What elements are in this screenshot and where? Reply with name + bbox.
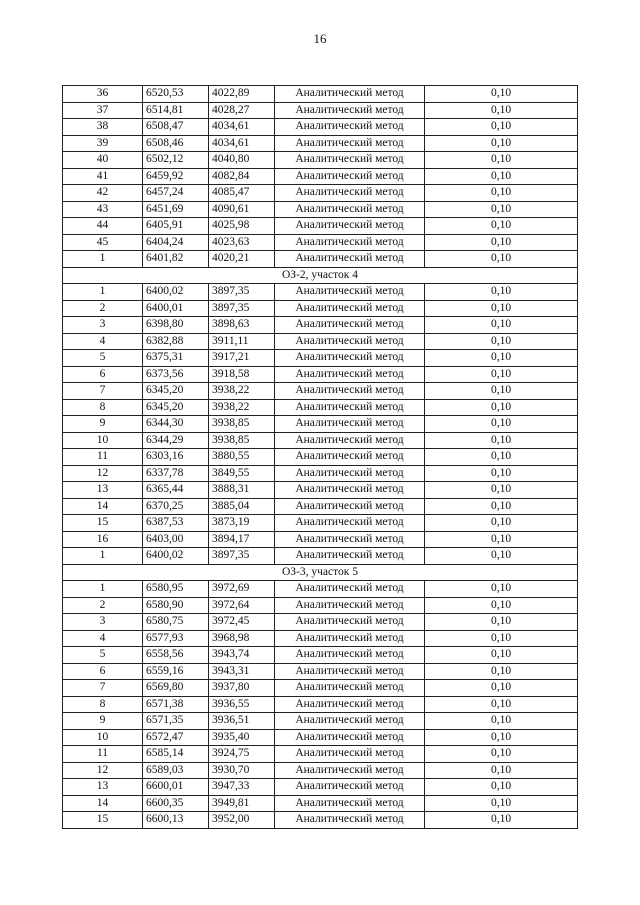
y-coordinate-cell: 4025,98 [209,218,275,235]
table-row [63,333,578,350]
method-cell: Аналитический метод [275,482,425,499]
accuracy-cell: 0,10 [425,86,578,103]
table-row [63,218,578,235]
x-coordinate-cell: 6451,69 [143,201,209,218]
accuracy-cell: 0,10 [425,449,578,466]
accuracy-cell: 0,10 [425,713,578,730]
method-cell: Аналитический метод [275,680,425,697]
y-coordinate-cell: 3849,55 [209,465,275,482]
accuracy-cell: 0,10 [425,581,578,598]
x-coordinate-cell: 6400,01 [143,300,209,317]
table-row [63,102,578,119]
x-coordinate-cell: 6571,38 [143,696,209,713]
method-cell: Аналитический метод [275,663,425,680]
x-coordinate-cell: 6589,03 [143,762,209,779]
x-coordinate-cell: 6600,13 [143,812,209,829]
point-number-cell: 5 [63,647,143,664]
x-coordinate-cell: 6403,00 [143,531,209,548]
point-number-cell: 3 [63,614,143,631]
y-coordinate-cell: 3936,51 [209,713,275,730]
accuracy-cell: 0,10 [425,333,578,350]
method-cell: Аналитический метод [275,399,425,416]
method-cell: Аналитический метод [275,152,425,169]
y-coordinate-cell: 3936,55 [209,696,275,713]
y-coordinate-cell: 3938,22 [209,383,275,400]
section-header-row [63,267,578,284]
method-cell: Аналитический метод [275,614,425,631]
y-coordinate-cell: 3897,35 [209,300,275,317]
x-coordinate-cell: 6508,47 [143,119,209,136]
table-row [63,185,578,202]
point-number-cell: 45 [63,234,143,251]
table-row [63,366,578,383]
point-number-cell: 37 [63,102,143,119]
point-number-cell: 42 [63,185,143,202]
point-number-cell: 1 [63,581,143,598]
point-number-cell: 1 [63,548,143,565]
point-number-cell: 16 [63,531,143,548]
table-row [63,779,578,796]
table-row [63,795,578,812]
point-number-cell: 14 [63,498,143,515]
table-row [63,234,578,251]
point-number-cell: 38 [63,119,143,136]
table-row [63,432,578,449]
accuracy-cell: 0,10 [425,465,578,482]
x-coordinate-cell: 6580,90 [143,597,209,614]
table-row [63,465,578,482]
table-row [63,647,578,664]
method-cell: Аналитический метод [275,234,425,251]
point-number-cell: 43 [63,201,143,218]
method-cell: Аналитический метод [275,647,425,664]
method-cell: Аналитический метод [275,366,425,383]
accuracy-cell: 0,10 [425,383,578,400]
table-row [63,548,578,565]
accuracy-cell: 0,10 [425,680,578,697]
y-coordinate-cell: 3924,75 [209,746,275,763]
section-header-row [63,564,578,581]
x-coordinate-cell: 6600,01 [143,779,209,796]
table-row [63,581,578,598]
accuracy-cell: 0,10 [425,812,578,829]
point-number-cell: 9 [63,416,143,433]
method-cell: Аналитический метод [275,432,425,449]
table-row [63,350,578,367]
y-coordinate-cell: 4023,63 [209,234,275,251]
accuracy-cell: 0,10 [425,350,578,367]
point-number-cell: 44 [63,218,143,235]
table-row [63,168,578,185]
accuracy-cell: 0,10 [425,399,578,416]
table-row [63,729,578,746]
x-coordinate-cell: 6502,12 [143,152,209,169]
x-coordinate-cell: 6558,56 [143,647,209,664]
point-number-cell: 1 [63,284,143,301]
x-coordinate-cell: 6345,20 [143,399,209,416]
table-row [63,86,578,103]
table-row [63,630,578,647]
table-row [63,762,578,779]
method-cell: Аналитический метод [275,185,425,202]
method-cell: Аналитический метод [275,300,425,317]
accuracy-cell: 0,10 [425,218,578,235]
x-coordinate-cell: 6572,47 [143,729,209,746]
y-coordinate-cell: 3937,80 [209,680,275,697]
point-number-cell: 10 [63,432,143,449]
method-cell: Аналитический метод [275,630,425,647]
point-number-cell: 39 [63,135,143,152]
method-cell: Аналитический метод [275,168,425,185]
x-coordinate-cell: 6459,92 [143,168,209,185]
method-cell: Аналитический метод [275,86,425,103]
method-cell: Аналитический метод [275,201,425,218]
accuracy-cell: 0,10 [425,234,578,251]
accuracy-cell: 0,10 [425,762,578,779]
y-coordinate-cell: 3930,70 [209,762,275,779]
x-coordinate-cell: 6569,80 [143,680,209,697]
coordinates-table-body [63,86,578,829]
point-number-cell: 11 [63,746,143,763]
table-row [63,515,578,532]
y-coordinate-cell: 3943,31 [209,663,275,680]
y-coordinate-cell: 3885,04 [209,498,275,515]
table-row [63,284,578,301]
method-cell: Аналитический метод [275,449,425,466]
y-coordinate-cell: 3935,40 [209,729,275,746]
point-number-cell: 14 [63,795,143,812]
point-number-cell: 5 [63,350,143,367]
point-number-cell: 15 [63,515,143,532]
table-row [63,597,578,614]
accuracy-cell: 0,10 [425,135,578,152]
y-coordinate-cell: 3888,31 [209,482,275,499]
point-number-cell: 12 [63,465,143,482]
x-coordinate-cell: 6520,53 [143,86,209,103]
y-coordinate-cell: 3911,11 [209,333,275,350]
point-number-cell: 4 [63,630,143,647]
accuracy-cell: 0,10 [425,548,578,565]
accuracy-cell: 0,10 [425,630,578,647]
accuracy-cell: 0,10 [425,746,578,763]
x-coordinate-cell: 6585,14 [143,746,209,763]
y-coordinate-cell: 3949,81 [209,795,275,812]
point-number-cell: 11 [63,449,143,466]
x-coordinate-cell: 6400,02 [143,548,209,565]
y-coordinate-cell: 3968,98 [209,630,275,647]
method-cell: Аналитический метод [275,284,425,301]
x-coordinate-cell: 6373,56 [143,366,209,383]
x-coordinate-cell: 6344,29 [143,432,209,449]
table-row [63,680,578,697]
accuracy-cell: 0,10 [425,284,578,301]
table-row [63,812,578,829]
method-cell: Аналитический метод [275,729,425,746]
method-cell: Аналитический метод [275,317,425,334]
y-coordinate-cell: 3938,85 [209,432,275,449]
method-cell: Аналитический метод [275,383,425,400]
method-cell: Аналитический метод [275,597,425,614]
accuracy-cell: 0,10 [425,185,578,202]
table-row [63,663,578,680]
table-row [63,201,578,218]
method-cell: Аналитический метод [275,498,425,515]
y-coordinate-cell: 4090,61 [209,201,275,218]
point-number-cell: 8 [63,399,143,416]
accuracy-cell: 0,10 [425,795,578,812]
point-number-cell: 13 [63,779,143,796]
x-coordinate-cell: 6559,16 [143,663,209,680]
y-coordinate-cell: 4040,80 [209,152,275,169]
method-cell: Аналитический метод [275,746,425,763]
table-row [63,713,578,730]
page-number: 16 [313,31,327,46]
table-row [63,498,578,515]
accuracy-cell: 0,10 [425,597,578,614]
x-coordinate-cell: 6398,80 [143,317,209,334]
coordinates-table [62,85,578,829]
x-coordinate-cell: 6400,02 [143,284,209,301]
accuracy-cell: 0,10 [425,531,578,548]
table-row [63,251,578,268]
point-number-cell: 10 [63,729,143,746]
table-row [63,399,578,416]
table-row [63,152,578,169]
point-number-cell: 3 [63,317,143,334]
y-coordinate-cell: 4034,61 [209,119,275,136]
point-number-cell: 2 [63,597,143,614]
accuracy-cell: 0,10 [425,102,578,119]
y-coordinate-cell: 3880,55 [209,449,275,466]
accuracy-cell: 0,10 [425,779,578,796]
method-cell: Аналитический метод [275,218,425,235]
method-cell: Аналитический метод [275,465,425,482]
table-row [63,135,578,152]
x-coordinate-cell: 6405,91 [143,218,209,235]
y-coordinate-cell: 4085,47 [209,185,275,202]
accuracy-cell: 0,10 [425,482,578,499]
y-coordinate-cell: 3952,00 [209,812,275,829]
y-coordinate-cell: 3972,45 [209,614,275,631]
method-cell: Аналитический метод [275,333,425,350]
point-number-cell: 9 [63,713,143,730]
x-coordinate-cell: 6345,20 [143,383,209,400]
point-number-cell: 15 [63,812,143,829]
x-coordinate-cell: 6600,35 [143,795,209,812]
x-coordinate-cell: 6401,82 [143,251,209,268]
y-coordinate-cell: 3898,63 [209,317,275,334]
y-coordinate-cell: 4022,89 [209,86,275,103]
y-coordinate-cell: 3897,35 [209,548,275,565]
y-coordinate-cell: 4020,21 [209,251,275,268]
method-cell: Аналитический метод [275,713,425,730]
y-coordinate-cell: 3918,58 [209,366,275,383]
x-coordinate-cell: 6337,78 [143,465,209,482]
accuracy-cell: 0,10 [425,152,578,169]
accuracy-cell: 0,10 [425,201,578,218]
accuracy-cell: 0,10 [425,729,578,746]
x-coordinate-cell: 6375,31 [143,350,209,367]
point-number-cell: 7 [63,680,143,697]
y-coordinate-cell: 3938,22 [209,399,275,416]
accuracy-cell: 0,10 [425,663,578,680]
y-coordinate-cell: 3947,33 [209,779,275,796]
table-row [63,696,578,713]
point-number-cell: 8 [63,696,143,713]
point-number-cell: 12 [63,762,143,779]
point-number-cell: 7 [63,383,143,400]
accuracy-cell: 0,10 [425,432,578,449]
x-coordinate-cell: 6387,53 [143,515,209,532]
method-cell: Аналитический метод [275,581,425,598]
accuracy-cell: 0,10 [425,647,578,664]
accuracy-cell: 0,10 [425,168,578,185]
y-coordinate-cell: 3943,74 [209,647,275,664]
table-row [63,383,578,400]
x-coordinate-cell: 6577,93 [143,630,209,647]
point-number-cell: 13 [63,482,143,499]
point-number-cell: 4 [63,333,143,350]
method-cell: Аналитический метод [275,812,425,829]
x-coordinate-cell: 6404,24 [143,234,209,251]
section-title: ОЗ-2, участок 4 [63,267,578,284]
y-coordinate-cell: 4082,84 [209,168,275,185]
x-coordinate-cell: 6303,16 [143,449,209,466]
table-row [63,482,578,499]
method-cell: Аналитический метод [275,515,425,532]
x-coordinate-cell: 6457,24 [143,185,209,202]
point-number-cell: 41 [63,168,143,185]
method-cell: Аналитический метод [275,102,425,119]
y-coordinate-cell: 3873,19 [209,515,275,532]
x-coordinate-cell: 6370,25 [143,498,209,515]
accuracy-cell: 0,10 [425,251,578,268]
table-row [63,317,578,334]
x-coordinate-cell: 6580,95 [143,581,209,598]
table-row [63,300,578,317]
accuracy-cell: 0,10 [425,300,578,317]
accuracy-cell: 0,10 [425,515,578,532]
method-cell: Аналитический метод [275,762,425,779]
x-coordinate-cell: 6382,88 [143,333,209,350]
x-coordinate-cell: 6508,46 [143,135,209,152]
table-row [63,746,578,763]
accuracy-cell: 0,10 [425,119,578,136]
point-number-cell: 1 [63,251,143,268]
method-cell: Аналитический метод [275,779,425,796]
accuracy-cell: 0,10 [425,498,578,515]
x-coordinate-cell: 6571,35 [143,713,209,730]
point-number-cell: 36 [63,86,143,103]
section-title: ОЗ-3, участок 5 [63,564,578,581]
accuracy-cell: 0,10 [425,317,578,334]
method-cell: Аналитический метод [275,696,425,713]
method-cell: Аналитический метод [275,795,425,812]
method-cell: Аналитический метод [275,119,425,136]
x-coordinate-cell: 6514,81 [143,102,209,119]
y-coordinate-cell: 3972,64 [209,597,275,614]
y-coordinate-cell: 3972,69 [209,581,275,598]
y-coordinate-cell: 4034,61 [209,135,275,152]
y-coordinate-cell: 3917,21 [209,350,275,367]
table-row [63,614,578,631]
point-number-cell: 2 [63,300,143,317]
y-coordinate-cell: 3897,35 [209,284,275,301]
point-number-cell: 6 [63,366,143,383]
x-coordinate-cell: 6580,75 [143,614,209,631]
x-coordinate-cell: 6365,44 [143,482,209,499]
y-coordinate-cell: 3938,85 [209,416,275,433]
point-number-cell: 40 [63,152,143,169]
y-coordinate-cell: 4028,27 [209,102,275,119]
accuracy-cell: 0,10 [425,696,578,713]
method-cell: Аналитический метод [275,251,425,268]
method-cell: Аналитический метод [275,135,425,152]
x-coordinate-cell: 6344,30 [143,416,209,433]
method-cell: Аналитический метод [275,531,425,548]
method-cell: Аналитический метод [275,548,425,565]
point-number-cell: 6 [63,663,143,680]
method-cell: Аналитический метод [275,350,425,367]
accuracy-cell: 0,10 [425,614,578,631]
table-row [63,449,578,466]
accuracy-cell: 0,10 [425,416,578,433]
table-row [63,531,578,548]
y-coordinate-cell: 3894,17 [209,531,275,548]
table-row [63,416,578,433]
accuracy-cell: 0,10 [425,366,578,383]
method-cell: Аналитический метод [275,416,425,433]
table-row [63,119,578,136]
